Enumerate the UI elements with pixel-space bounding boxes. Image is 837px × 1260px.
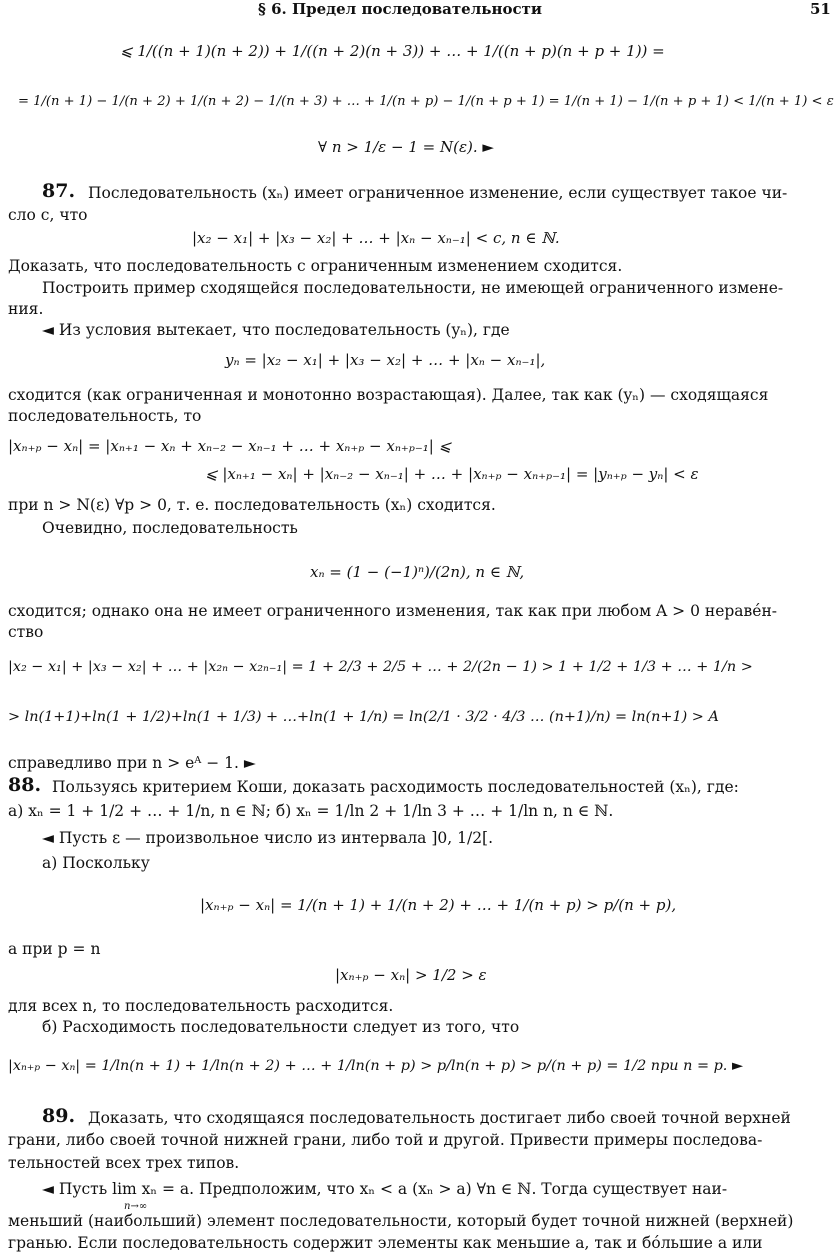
solution-text: меньший (наибольший) элемент последовательности, который будет точной нижней (верхней) [8,1212,794,1230]
formula-line: ∀ n > 1/ε − 1 = N(ε). ► [318,138,494,156]
solution-text: ◄ Пусть lim xₙ = a. Предположим, что xₙ < a (xₙ > a) ∀n ∈ ℕ. Тогда существует наи- [42,1180,728,1198]
formula-line: |xₙ₊ₚ − xₙ| > 1/2 > ε [335,966,487,984]
solution-text: последовательность, то [8,407,202,425]
formula-line: |x₂ − x₁| + |x₃ − x₂| + … + |xₙ − xₙ₋₁| < c, n ∈ ℕ. [192,229,560,247]
formula-line: = 1/(n + 1) − 1/(n + 2) + 1/(n + 2) − 1/(n + 3) + … + 1/(n + p) − 1/(n + p + 1) = 1/(n + 1) − 1/(n + p + 1) < 1/(n + 1) < ε [18,94,834,109]
solution-text: ◄ Из условия вытекает, что последовательность (yₙ), где [42,321,510,339]
solution-text: б) Расходимость последовательности следует из того, что [42,1018,520,1036]
formula-line: yₙ = |x₂ − x₁| + |x₃ − x₂| + … + |xₙ − xₙ₋₁|, [225,351,546,369]
solution-text: справедливо при n > eᴬ − 1. ► [8,754,256,772]
problem-text: тельностей всех трех типов. [8,1154,240,1172]
problem-text: грани, либо своей точной нижней грани, либо той и другой. Привести примеры последова- [8,1131,763,1149]
formula-line: |xₙ₊ₚ − xₙ| = 1/ln(n + 1) + 1/ln(n + 2) + … + 1/ln(n + p) > p/ln(n + p) > p/(n + p) = 1/2 при n = p. ► [8,1058,744,1074]
problem-text: сло c, что [8,206,88,224]
formula-line: |xₙ₊ₚ − xₙ| = 1/(n + 1) + 1/(n + 2) + … + 1/(n + p) > p/(n + p), [200,896,677,914]
solution-text: для всех n, то последовательность расходится. [8,997,394,1015]
solution-text: а при p = n [8,940,101,958]
formula-line: > ln(1+1)+ln(1 + 1/2)+ln(1 + 1/3) + …+ln(1 + 1/n) = ln(2/1 · 3/2 · 4/3 … (n+1)/n) = ln(n+1) > A [8,709,719,725]
problem-number-88: 88. [8,774,42,796]
solution-text: гранью. Если последовательность содержит элементы как меньшие a, так и бо́льшие a или [8,1234,763,1252]
formula-line: |xₙ₊ₚ − xₙ| = |xₙ₊₁ − xₙ + xₙ₋₂ − xₙ₋₁ + … + xₙ₊ₚ − xₙ₊ₚ₋₁| ⩽ [8,437,452,455]
section-header: § 6. Предел последовательности [258,0,542,18]
problem-text: Доказать, что сходящаяся последовательность достигает либо своей точной верхней [88,1109,791,1127]
problem-text: Последовательность (xₙ) имеет ограниченное изменение, если существует такое чи- [88,184,788,202]
solution-text: ◄ Пусть ε — произвольное число из интервала ]0, 1/2[. [42,829,494,847]
solution-text: сходится; однако она не имеет ограниченного изменения, так как при любом A > 0 нераве́н- [8,602,778,620]
problem-text: Пользуясь критерием Коши, доказать расходимость последовательностей (xₙ), где: [52,778,739,796]
problem-number-87: 87. [42,180,76,202]
formula-line: ⩽ |xₙ₊₁ − xₙ| + |xₙ₋₂ − xₙ₋₁| + … + |xₙ₊ₚ − xₙ₊ₚ₋₁| = |yₙ₊ₚ − yₙ| < ε [205,465,699,483]
formula-line: ⩽ 1/((n + 1)(n + 2)) + 1/((n + 2)(n + 3)) + … + 1/((n + p)(n + p + 1)) = [120,42,665,60]
problem-text: ния. [8,300,44,318]
solution-text: а) Поскольку [42,854,150,872]
problem-text: а) xₙ = 1 + 1/2 + … + 1/n, n ∈ ℕ; б) xₙ = 1/ln 2 + 1/ln 3 + … + 1/ln n, n ∈ ℕ. [8,802,614,820]
problem-text: Построить пример сходящейся последовательности, не имеющей ограниченного измене- [42,279,784,297]
problem-number-89: 89. [42,1105,76,1127]
solution-text: при n > N(ε) ∀p > 0, т. е. последовательность (xₙ) сходится. [8,496,496,514]
limit-subscript: n→∞ [124,1201,148,1212]
formula-line: xₙ = (1 − (−1)ⁿ)/(2n), n ∈ ℕ, [310,563,525,581]
page-number: 51 [810,0,831,18]
solution-text: Очевидно, последовательность [42,519,298,537]
solution-text: ство [8,623,44,641]
formula-line: |x₂ − x₁| + |x₃ − x₂| + … + |x₂ₙ − x₂ₙ₋₁| = 1 + 2/3 + 2/5 + … + 2/(2n − 1) > 1 + 1/2 + 1/3 + … + 1/n > [8,659,753,675]
problem-text: Доказать, что последовательность с ограниченным изменением сходится. [8,257,623,275]
solution-text: сходится (как ограниченная и монотонно возрастающая). Далее, так как (yₙ) — сходящаяся [8,386,769,404]
